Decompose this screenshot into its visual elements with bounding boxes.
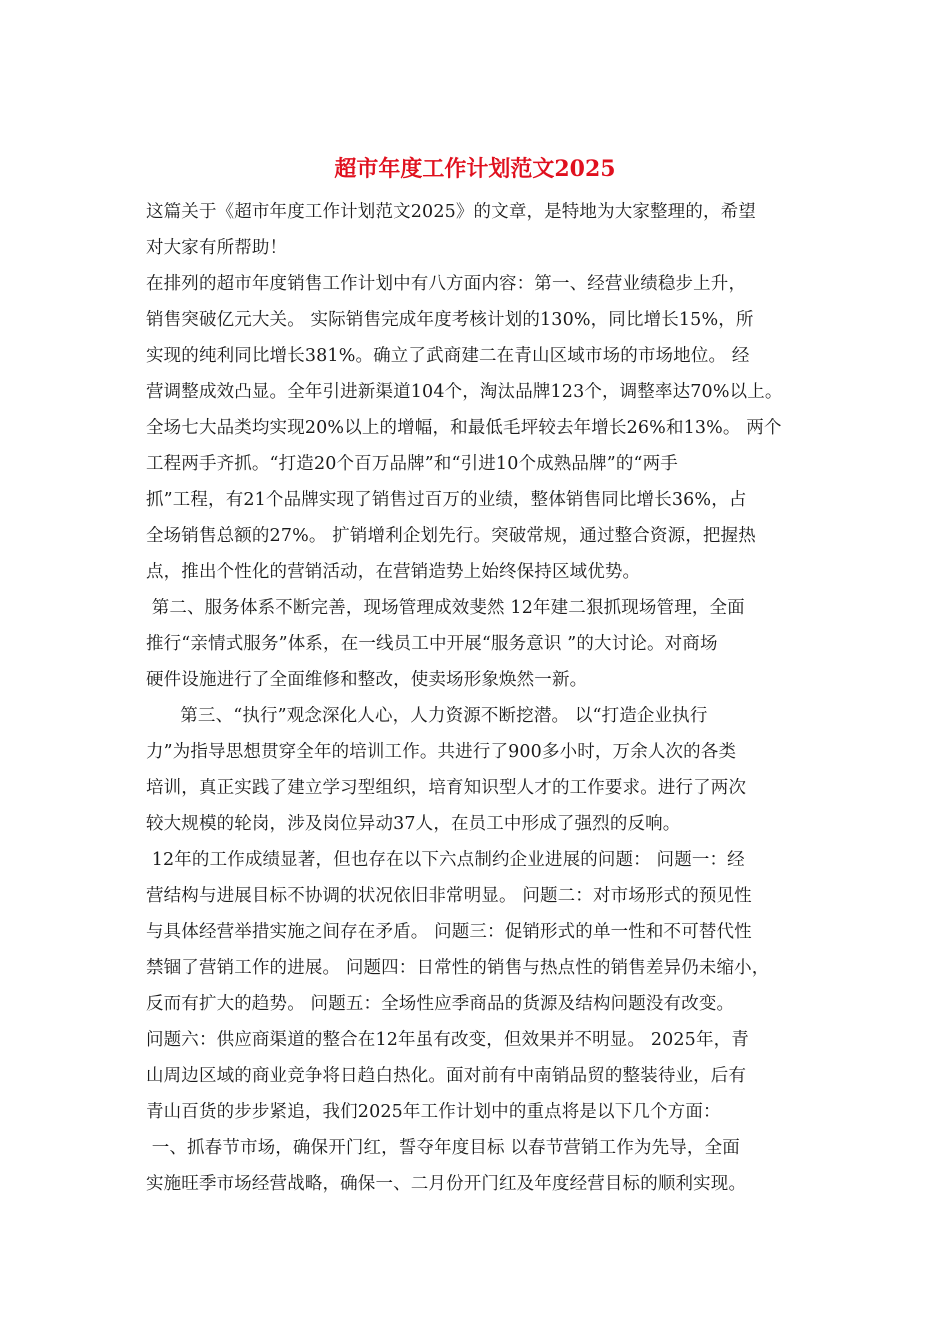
text-line: 抓”工程，有21个品牌实现了销售过百万的业绩，整体销售同比增长36%，占 xyxy=(146,490,747,510)
text-line: 较大规模的轮岗，涉及岗位异动37人，在员工中形成了强烈的反响。 xyxy=(146,814,681,834)
text-line: 力”为指导思想贯穿全年的培训工作。共进行了900多小时，万余人次的各类 xyxy=(146,742,737,762)
text-line: 青山百货的步步紧追，我们2025年工作计划中的重点将是以下几个方面： xyxy=(146,1102,721,1122)
text-line: 这篇关于《超市年度工作计划范文2025》的文章，是特地为大家整理的，希望 xyxy=(146,202,756,222)
text-line: 销售突破亿元大关。 实际销售完成年度考核计划的130%，同比增长15%，所 xyxy=(146,310,754,330)
text-line: 禁锢了营销工作的进展。 问题四：日常性的销售与热点性的销售差异仍未缩小， xyxy=(146,958,770,978)
text-line: 营结构与进展目标不协调的状况依旧非常明显。 问题二：对市场形式的预见性 xyxy=(146,886,752,906)
document-body xyxy=(146,194,822,1202)
text-line: 工程两手齐抓。“打造20个百万品牌”和“引进10个成熟品牌”的“两手 xyxy=(146,454,678,474)
text-line: 对大家有所帮助！ xyxy=(146,238,288,258)
text-line: 营调整成效凸显。全年引进新渠道104个，淘汰品牌123个，调整率达70%以上。 xyxy=(146,382,783,402)
text-line: 山周边区域的商业竞争将日趋白热化。面对前有中南销品贸的整装待业，后有 xyxy=(146,1066,747,1086)
document-title: 超市年度工作计划范文2025 xyxy=(334,156,616,182)
text-line: 全场销售总额的27%。 扩销增利企划先行。突破常规，通过整合资源，把握热 xyxy=(146,526,756,546)
text-line: 培训，真正实践了建立学习型组织，培育知识型人才的工作要求。进行了两次 xyxy=(146,778,747,798)
text-line: 全场七大品类均实现20%以上的增幅，和最低毛坪较去年增长26%和13%。 两个 xyxy=(146,418,782,438)
text-line: 推行“亲情式服务”体系，在一线员工中开展“服务意识 ”的大讨论。对商场 xyxy=(146,634,718,654)
text-line: 与具体经营举措实施之间存在矛盾。 问题三：促销形式的单一性和不可替代性 xyxy=(146,922,752,942)
text-line: 12年的工作成绩显著，但也存在以下六点制约企业进展的问题： 问题一：经 xyxy=(146,850,745,870)
text-line: 在排列的超市年度销售工作计划中有八方面内容：第一、经营业绩稳步上升， xyxy=(146,274,747,294)
text-line: 一、抓春节市场，确保开门红，誓夺年度目标 以春节营销工作为先导，全面 xyxy=(146,1138,740,1158)
text-line: 硬件设施进行了全面维修和整改，使卖场形象焕然一新。 xyxy=(146,670,588,690)
text-line: 第二、服务体系不断完善，现场管理成效斐然 12年建二狠抓现场管理，全面 xyxy=(146,598,745,618)
text-line: 实施旺季市场经营战略，确保一、二月份开门红及年度经营目标的顺利实现。 xyxy=(146,1174,747,1194)
text-line: 反而有扩大的趋势。 问题五：全场性应季商品的货源及结构问题没有改变。 xyxy=(146,994,735,1014)
text-line: 实现的纯利同比增长381%。确立了武商建二在青山区域市场的市场地位。 经 xyxy=(146,346,750,366)
text-line: 问题六：供应商渠道的整合在12年虽有改变，但效果并不明显。 2025年，青 xyxy=(146,1030,749,1050)
text-line: 点，推出个性化的营销活动，在营销造势上始终保持区域优势。 xyxy=(146,562,641,582)
text-line: 第三、“执行”观念深化人心，人力资源不断挖潜。 以“打造企业执行 xyxy=(146,706,708,726)
